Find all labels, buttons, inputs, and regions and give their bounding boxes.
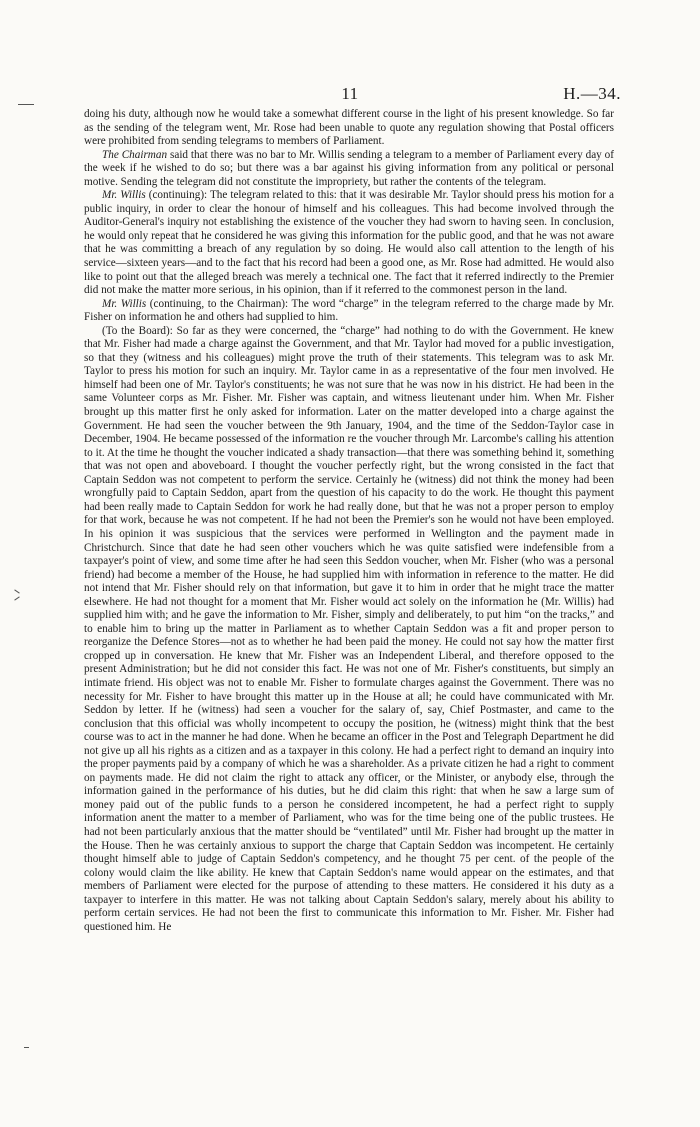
paragraph-text: doing his duty, although now he would take a somewhat different course in the light of his present knowledge. So far as the sending of the telegram went, Mr. Rose had been unable to quote any regulation showing that Postal officers were prohibited from sending telegrams to members of Parliament.	[84, 108, 614, 148]
paragraph	[84, 108, 614, 149]
margin-mark	[24, 1047, 29, 1048]
paragraph	[84, 189, 614, 297]
document-reference: H.—34.	[563, 84, 621, 103]
margin-mark	[14, 589, 19, 593]
paragraph-text: (continuing, to the Chairman): The word “charge” in the telegram referred to the charge made by Mr. Fisher on information he and others had supplied to him.	[84, 297, 615, 324]
paragraph	[84, 149, 614, 190]
paragraph-text: (To the Board): So far as they were concerned, the “charge” had nothing to do with the Government. He knew that Mr. Fisher had made a charge against the Government, and that Mr. Taylor had moved for a public investigation, so that they (witness and his colleagues) might prove the truth of their statements. This telegram was to ask Mr. Taylor to press his motion for such an inquiry. Mr. Taylor came in as a representative of the four men involved. He himself had been one of Mr. Taylor's constituents; he was not sure that he was now in his district. He had been in the same Volunteer corps as Mr. Fisher. Mr. Fisher was captain, and witness lieutenant under him. When Mr. Fisher brought up this matter first he only asked for information. Later on the matter developed into a charge against the Government. He had seen the voucher between the 9th January, 1904, and the time of the Seddon-Taylor case in December, 1904. He became possessed of the information re the voucher through Mr. Larcombe's calling his attention to it. At the time he thought the voucher indicated a shady transaction—that there was something behind it, something that was not open and aboveboard. I thought the voucher perfectly right, but the wrong consisted in the fact that Captain Seddon was not competent to perform the service. Certainly he (witness) did not think the money had been wrongfully paid to Captain Seddon, apart from the question of his capacity to do the work. He thought this payment had been really made to Captain Seddon for work he had really done, but that he was not a proper person to employ for that work, because he was not competent. If he had not been the Premier's son he would not have been employed. In his opinion it was suspicious that the services were performed in Wellington and the payment made in Christchurch. Since that date he had seen other vouchers which he was quite satisfied were indefensible from a taxpayer's point of view, and some time after he had seen this Seddon voucher, when Mr. Fisher (who was a personal friend) had become a member of the House, he had supplied him with information in reference to the matter. He did not intend that Mr. Fisher should rely on that information, but gave it to him in order that he might trace the matter elsewhere. He had not thought for a moment that Mr. Fisher would act solely on the information he (Mr. Willis) had supplied him with; and he gave the information to Mr. Fisher, simply and deliberately, to put him “on the tracks,” and to enable him to bring up the matter in Parliament as to whether Captain Seddon was a fit and proper person to reorganize the Defence Stores—not as to whether he had been paid the money. He could not say how the matter first cropped up in conversation. He knew that Mr. Fisher was an Independent Liberal, and therefore opposed to the present Administration; but he did not consider this fact. He was not one of Mr. Fisher's constituents, but simply an intimate friend. His object was not to enable Mr. Fisher to formulate charges against the Government. There was no necessity for Mr. Fisher to have brought this matter up in the House at all; he could have communicated with Mr. Seddon by letter. If he (witness) had seen a voucher for the salary of, say, Chief Postmaster, and came to the conclusion that this official was wholly incompetent to occupy the position, he (witness) might think that the best course was to act in the manner he had done. When he became an officer in the Post and Telegraph Department he did not give up all his rights as a citizen and as a taxpayer in this colony. He had a perfect right to demand an inquiry into the proper payments paid by a company of which he was a shareholder. As a private citizen he had a right to comment on payments made. He did not claim the right to attack any officer, or the Minister, or anybody else, through the information gained in the performance of his duties, but he did claim this right: that when he saw a large sum of money paid out of the public funds to a person he considered incompetent, he had a perfect right to supply information anent the matter to a member of Parliament, who was for the time being one of the public trustees. He had not been particularly anxious that the matter should be “ventilated” until Mr. Fisher had brought up the matter in the House. Then he was certainly anxious to support the charge that Captain Seddon was incompetent. He certainly thought himself able to judge of Captain Seddon's competency, and he thought 75 per cent. of the people of the colony would claim the like ability. He knew that Captain Seddon's name would appear on the estimates, and that members of Parliament were elected for the purpose of attending to these matters. He considered it his duty as a taxpayer to interfere in this matter. He was not talking about Captain Seddon's salary, merely about his ability to perform certain services. He had not been the first to communicate this information to Mr. Fisher. Mr. Fisher had questioned him. He	[84, 324, 614, 933]
speaker-name: Mr. Willis	[102, 189, 146, 202]
paragraph-text: (continuing): The telegram related to this: that it was desirable Mr. Taylor should press his motion for a public inquiry, in order to clear the honour of himself and his colleagues. This had become involved through the Auditor-General's inquiry not establishing the existence of the voucher they had sworn to having seen. In conclusion, he would only repeat that he considered he was giving this information for the public good, and that he was not aware that he was committing a breach of any regulation by so doing. He would also call attention to the length of his service—sixteen years—and to the fact that his record had been a good one, as Mr. Rose had admitted. He would also like to point out that the alleged breach was merely a technical one. The fact that it referred indirectly to the Premier did not make the matter more serious, in his opinion, than if it referred to the commonest person in the land.	[84, 189, 615, 297]
speaker-name: Mr. Willis	[102, 297, 147, 310]
paragraph-text: said that there was no bar to Mr. Willis sending a telegram to a member of Parliament every day of the week if he wished to do so; but there was a bar against his giving information from any political or personal motive. Sending the telegram did not constitute the impropriety, but rather the contents of the telegram.	[84, 148, 614, 188]
margin-mark	[14, 596, 19, 600]
margin-mark	[18, 104, 34, 105]
paragraph	[84, 325, 614, 935]
body-text	[84, 108, 614, 934]
speaker-name: The Chairman	[102, 148, 168, 161]
paragraph	[84, 298, 614, 325]
page-number: 11	[341, 84, 359, 103]
